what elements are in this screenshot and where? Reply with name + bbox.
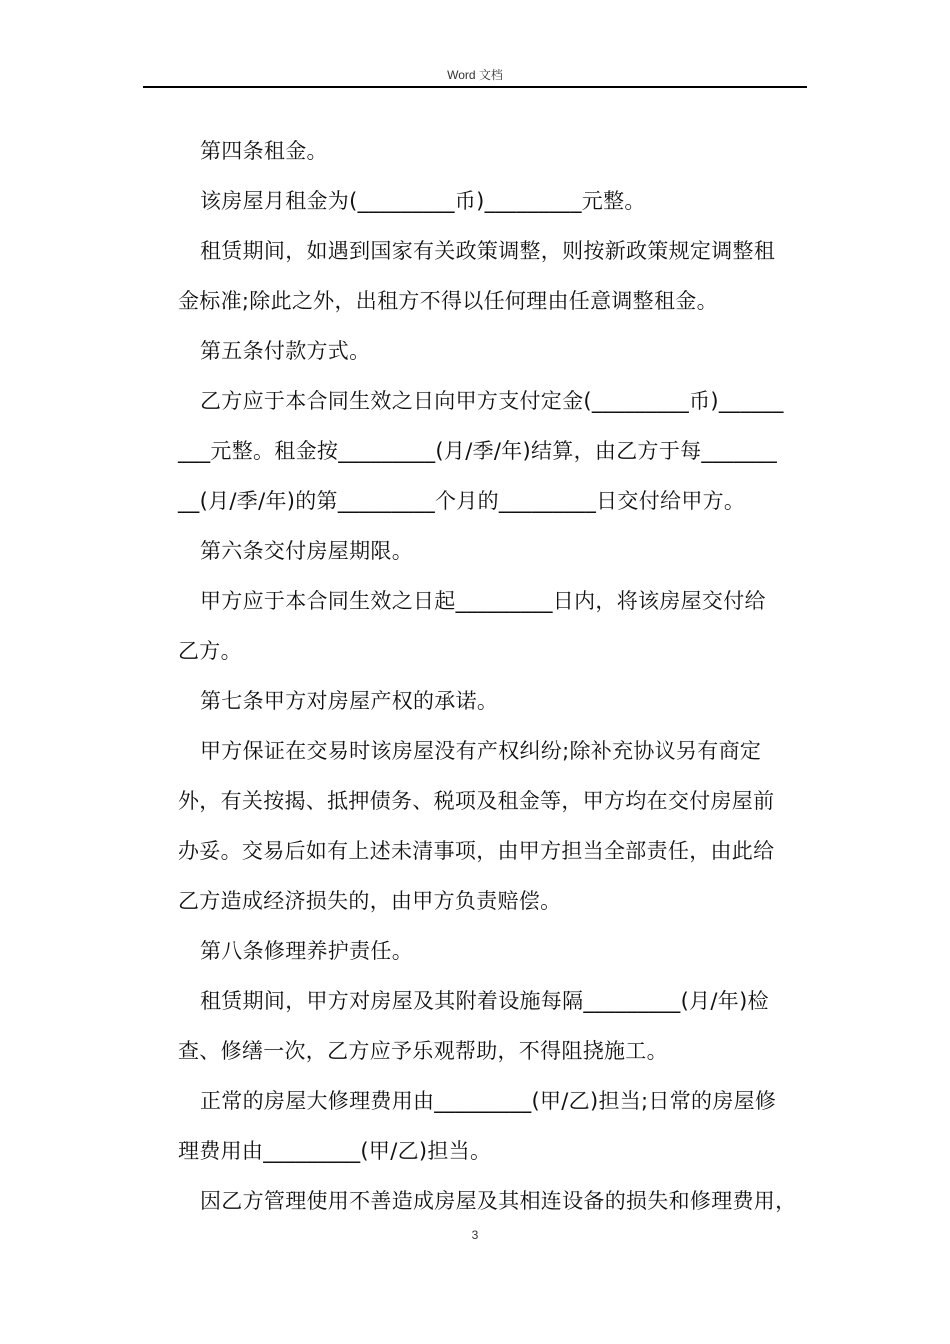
paragraph-line: 租赁期间，如遇到国家有关政策调整，则按新政策规定调整租 bbox=[200, 239, 776, 263]
article-8-heading: 第八条修理养护责任。 bbox=[200, 939, 413, 963]
paragraph-line: 因乙方管理使用不善造成房屋及其相连设备的损失和修理费用， bbox=[200, 1189, 797, 1213]
paragraph-line: 正常的房屋大修理费用由_________(甲/乙)担当;日常的房屋修 bbox=[200, 1089, 777, 1113]
paragraph-line: 办妥。交易后如有上述未清事项，由甲方担当全部责任，由此给 bbox=[178, 839, 775, 863]
paragraph-line: 理费用由_________(甲/乙)担当。 bbox=[178, 1139, 492, 1163]
page-header-title: Word 文档 bbox=[447, 68, 503, 82]
paragraph-line: ___元整。租金按_________(月/季/年)结算，由乙方于每_______ bbox=[178, 439, 778, 463]
paragraph-line: 乙方。 bbox=[178, 639, 242, 663]
paragraph-line: 甲方应于本合同生效之日起_________日内，将该房屋交付给 bbox=[200, 589, 766, 613]
article-5-heading: 第五条付款方式。 bbox=[200, 339, 371, 363]
article-6-heading: 第六条交付房屋期限。 bbox=[200, 539, 413, 563]
header-divider bbox=[143, 86, 807, 88]
paragraph-line: 外，有关按揭、抵押债务、税项及租金等，甲方均在交付房屋前 bbox=[178, 789, 775, 813]
document-body bbox=[178, 126, 810, 1226]
paragraph-line: 甲方保证在交易时该房屋没有产权纠纷;除补充协议另有商定 bbox=[200, 739, 762, 763]
paragraph-line: 该房屋月租金为(_________币)_________元整。 bbox=[200, 189, 646, 213]
paragraph-line: 租赁期间，甲方对房屋及其附着设施每隔_________(月/年)检 bbox=[200, 989, 769, 1013]
paragraph-line: 乙方造成经济损失的，由甲方负责赔偿。 bbox=[178, 889, 562, 913]
article-7-heading: 第七条甲方对房屋产权的承诺。 bbox=[200, 689, 499, 713]
article-4-heading: 第四条租金。 bbox=[200, 139, 328, 163]
paragraph-line: __(月/季/年)的第_________个月的_________日交付给甲方。 bbox=[178, 489, 746, 513]
paragraph-line: 查、修缮一次，乙方应予乐观帮助，不得阻挠施工。 bbox=[178, 1039, 668, 1063]
paragraph-line: 金标准;除此之外，出租方不得以任何理由任意调整租金。 bbox=[178, 289, 718, 313]
page-number: 3 bbox=[471, 1228, 479, 1242]
paragraph-line: 乙方应于本合同生效之日向甲方支付定金(_________币)______ bbox=[200, 389, 784, 413]
